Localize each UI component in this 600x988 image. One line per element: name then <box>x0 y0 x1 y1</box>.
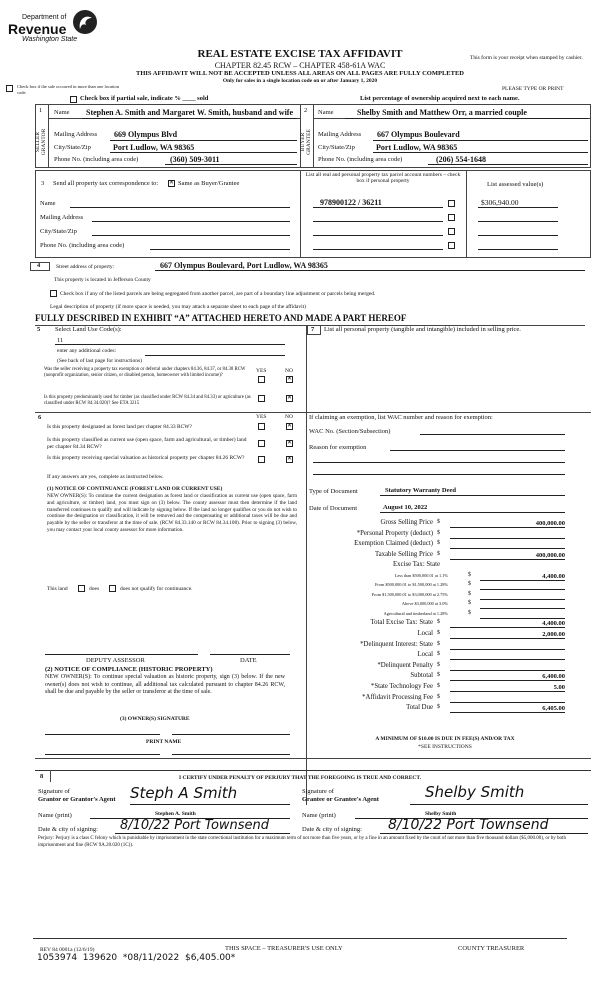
tax-bracket-label: Agricultural and timberland at 1.28% <box>383 610 448 616</box>
s6q2-no-checkbox[interactable] <box>286 440 293 447</box>
grantor-signature-label-1: Signature of <box>38 788 70 795</box>
q2-no-checkbox[interactable] <box>286 395 293 402</box>
currency-sign: $ <box>437 519 440 525</box>
tax-bracket-label: From $1,500,000.01 to $3,000,000 at 2.75% <box>371 591 448 597</box>
tax-total-row-field[interactable] <box>450 651 565 660</box>
form-number: REV 84 0001a (12/6/19) <box>40 947 95 953</box>
this-land-label: This land <box>47 586 68 592</box>
seller-side-label: SELLER GRANTOR <box>35 128 47 156</box>
currency-sign: $ <box>437 630 440 636</box>
reason-field[interactable] <box>390 450 565 451</box>
ownership-note: List percentage of ownership acquired next to each name. <box>360 95 520 102</box>
correspondence-label: Send all property tax correspondence to: <box>53 180 159 187</box>
seller-phone-label: Phone No. (including area code) <box>54 156 139 163</box>
tax-bracket-field[interactable]: 4,400.00 <box>480 572 565 581</box>
buyer-phone-label: Phone No. (including area code) <box>318 156 403 163</box>
tax-total-row-field[interactable] <box>450 662 565 671</box>
type-print-note: PLEASE TYPE OR PRINT <box>502 86 564 92</box>
does-label: does <box>89 586 100 592</box>
treasurer-receipt-stamp: 1053974 139620 *08/11/2022 $6,405.00* <box>37 953 236 963</box>
same-as-buyer-checkbox[interactable] <box>168 180 175 187</box>
tax-bracket-label: Above $3,000,000 at 3.0% <box>401 601 448 607</box>
section-7-number: 7 <box>311 326 315 333</box>
s6q3-no-checkbox[interactable] <box>286 456 293 463</box>
buyer-mail-field[interactable]: 667 Olympus Boulevard <box>377 130 460 139</box>
excise-state-label: Excise Tax: State <box>393 561 440 569</box>
multi-location-checkbox[interactable] <box>6 85 13 92</box>
form-title: REAL ESTATE EXCISE TAX AFFIDAVIT <box>197 48 403 60</box>
multi-location-label: Check box if the sale occurred in more than one location code. <box>17 84 119 95</box>
tax-total-row-field[interactable] <box>450 694 565 703</box>
notice-continuance-title: (1) NOTICE OF CONTINUANCE (FOREST LAND OR CURRENT USE) <box>47 486 223 492</box>
segregate-checkbox[interactable] <box>50 290 57 297</box>
assessed-value-field[interactable]: $306,940.00 <box>481 198 519 207</box>
corr-phone-field[interactable] <box>150 249 290 250</box>
buyer-name-label: Name <box>318 109 334 116</box>
dor-logo-icon <box>72 9 98 35</box>
street-address-field[interactable]: 667 Olympus Boulevard, Port Ludlow, WA 98365 <box>160 261 328 270</box>
forest-question: Is this property designated as forest land per chapter 84.33 RCW? <box>47 424 192 430</box>
grantor-date-city-label: Date & city of signing: <box>38 826 98 833</box>
partial-sale-label: Check box if partial sale, indicate % ____ sold <box>80 95 209 102</box>
tax-total-row-field[interactable]: 2,000.00 <box>450 630 565 639</box>
s6q1-yes-checkbox[interactable] <box>258 423 265 430</box>
currency-sign: $ <box>437 550 440 557</box>
does-qualify-checkbox[interactable] <box>78 585 85 592</box>
currency-sign: $ <box>468 600 471 607</box>
corr-mail-label: Mailing Address <box>40 214 84 221</box>
tax-total-row-label: Local <box>417 630 433 637</box>
doc-type-field[interactable]: Statutory Warranty Deed <box>385 487 457 494</box>
grantor-signature-label-2: Grantor or Grantor's Agent <box>38 796 116 803</box>
additional-codes-field[interactable] <box>145 355 285 356</box>
exemption-question: Was the seller receiving a property tax exemption or deferral under chapters 84.36, 84.37, or 84.38 RCW (nonprofit organization, senior citizen, or disabled person, homeowner with limited income)? <box>44 367 246 378</box>
personal-property-checkbox-4[interactable] <box>448 242 455 249</box>
does-not-qualify-checkbox[interactable] <box>109 585 116 592</box>
tax-bracket-field[interactable] <box>480 610 565 619</box>
personal-property-checkbox-3[interactable] <box>448 228 455 235</box>
tax-bracket-field[interactable] <box>480 591 565 600</box>
receipt-note: This form is your receipt when stamped by cashier. <box>470 55 583 61</box>
logo-dept: Department of <box>22 14 67 21</box>
grantor-signature-field[interactable]: Steph A Smith <box>130 784 238 802</box>
tax-total-row-label: Total Excise Tax: State <box>370 619 433 627</box>
no-header-6: NO <box>285 414 293 420</box>
grantee-signature-field[interactable]: Shelby Smith <box>425 783 525 801</box>
county-note: This property is located in Jefferson County <box>54 277 151 283</box>
parcel-heading: List all real and personal property tax parcel account numbers – check box if personal property <box>305 172 461 184</box>
certify-statement: I CERTIFY UNDER PENALTY OF PERJURY THAT THE FOREGOING IS TRUE AND CORRECT. <box>178 775 421 781</box>
grantor-name-print-label: Name (print) <box>38 812 72 819</box>
deputy-date-field[interactable] <box>210 654 290 655</box>
logo-state: Washington State <box>22 36 78 43</box>
tax-row-field[interactable]: 400,000.00 <box>450 519 565 528</box>
assessed-heading: List assessed value(s) <box>487 181 544 188</box>
currency-sign: $ <box>437 704 440 711</box>
tax-total-row-label: *Delinquent Interest: State <box>360 640 433 648</box>
owner-signature-field-1[interactable] <box>45 734 160 735</box>
tax-total-row-label: *State Technology Fee <box>370 683 433 690</box>
section-8-number: 8 <box>40 773 44 780</box>
if-yes-note: If any answers are yes, complete as instructed below. <box>47 474 164 480</box>
tax-row-label: *Personal Property (deduct) <box>356 529 433 537</box>
tax-bracket-field[interactable] <box>480 600 565 609</box>
currency-sign: $ <box>468 581 471 588</box>
tax-total-row-field[interactable] <box>450 641 565 650</box>
s6q2-yes-checkbox[interactable] <box>258 440 265 447</box>
tax-bracket-label: From $500,000.01 to $1,500,000 at 1.28% <box>374 582 448 588</box>
legal-description-label: Legal description of property (if more space is needed, you may attach a separate sheet to each page of the affidavit) <box>50 304 306 310</box>
corr-name-label: Name <box>40 200 56 207</box>
section-1-number: 1 <box>39 107 43 114</box>
grantee-signature-label-1: Signature of <box>302 788 334 795</box>
partial-sale-checkbox[interactable] <box>70 96 77 103</box>
seller-name-field[interactable]: Stephen A. Smith and Margaret W. Smith, husband and wife <box>86 108 294 117</box>
section-5-number: 5 <box>37 326 41 333</box>
section-4-number: 4 <box>37 262 41 269</box>
deputy-assessor-field[interactable] <box>45 654 198 655</box>
wac-field[interactable] <box>420 434 565 435</box>
reason-label: Reason for exemption <box>309 444 367 451</box>
grantor-date-city-field[interactable]: 8/10/22 Port Townsend <box>120 818 270 833</box>
seller-name-label: Name <box>54 109 70 116</box>
q1-yes-checkbox[interactable] <box>258 376 265 383</box>
q1-no-checkbox[interactable] <box>286 376 293 383</box>
seller-mail-label: Mailing Address <box>54 131 98 138</box>
land-use-code-field[interactable]: 11 <box>57 337 64 344</box>
minimum-note: A MINIMUM OF $10.00 IS DUE IN FEE(S) AND/OR TAX <box>375 736 515 742</box>
print-name-field-1[interactable] <box>45 754 160 755</box>
currency-sign: $ <box>437 540 440 547</box>
tax-total-row-label: *Delinquent Penalty <box>377 661 433 669</box>
same-as-buyer-label: Same as Buyer/Grantee <box>178 180 240 187</box>
county-treasurer-label: COUNTY TREASURER <box>458 945 525 952</box>
owner-signature-label: (3) OWNER(S) SIGNATURE <box>120 716 190 722</box>
tax-total-row-field[interactable]: 6,405.00 <box>450 704 565 713</box>
tax-total-row-label: Local <box>417 651 433 659</box>
tax-total-row-field[interactable]: 6,400.00 <box>450 672 565 681</box>
parcel-number-field[interactable]: 978900122 / 36211 <box>320 198 382 207</box>
buyer-side-label: BUYER GRANTEE <box>300 129 312 155</box>
form-chapter: CHAPTER 82.45 RCW – CHAPTER 458-61A WAC <box>214 61 386 70</box>
s6q3-yes-checkbox[interactable] <box>258 456 265 463</box>
currency-sign: $ <box>468 590 471 597</box>
corr-mail-field[interactable] <box>92 221 290 222</box>
currency-sign: $ <box>437 661 440 668</box>
grantee-name-print-field[interactable]: Shelby Smith <box>425 811 457 817</box>
section-6-number: 6 <box>38 414 42 421</box>
doc-date-label: Date of Document <box>309 505 358 512</box>
seller-city-field[interactable]: Port Ludlow, WA 98365 <box>113 143 195 152</box>
section-2-number: 2 <box>304 107 308 114</box>
tax-total-row-label: Total Due <box>406 704 433 712</box>
seller-city-label: City/State/Zip <box>54 144 91 151</box>
currency-sign: $ <box>468 571 471 578</box>
personal-property-checkbox-1[interactable] <box>448 200 455 207</box>
notice-compliance-title: (2) NOTICE OF COMPLIANCE (HISTORIC PROPERTY) <box>45 666 213 673</box>
seller-phone-field[interactable]: (360) 509-3011 <box>170 155 220 164</box>
notice-continuance-body: NEW OWNER(S): To continue the current designation as forest land or classification as current use (open space, farm and agriculture, or timber) land, you must sign on (3) below. The county assessor must then determine if the land transferred continues to qualify and will indicate by signing below. If the land no longer qualifies or you do not wish to continue the designation or classification, it will be removed and the compensating or additional taxes will be due and payable by the seller or transferor at the time of sale. (RCW 84.33.140 or RCW 84.34.108). Prior to signing (3) below, you may contact your local county assessor for more information. <box>47 493 297 533</box>
tax-row-label: Exemption Claimed (deduct) <box>354 540 433 548</box>
wac-label: WAC No. (Section/Subsection) <box>309 428 391 435</box>
legal-description-value[interactable]: FULLY DESCRIBED IN EXHIBIT “A” ATTACHED HERETO AND MADE A PART HEREOF <box>35 313 407 323</box>
street-address-label: Street address of property: <box>56 264 115 270</box>
form-only-for: Only for sales in a single location code on or after January 1, 2020 <box>222 78 378 84</box>
seller-mail-field[interactable]: 669 Olympus Blvd <box>114 130 178 139</box>
does-not-label: does not qualify for continuance. <box>120 586 193 592</box>
yes-header: YES <box>256 368 267 374</box>
currency-sign: $ <box>468 609 471 616</box>
perjury-notice: Perjury: Perjury is a class C felony which is punishable by imprisonment in the state correctional institution for a maximum term of not more than five years, or by a fine in an amount fixed by the court of not more than five thousand dollars ($5,000.00), or by both imprisonment and fine (RCW 9A.20.020 (1C)). <box>38 836 566 848</box>
corr-city-label: City/State/Zip <box>40 228 77 235</box>
currency-sign: $ <box>437 651 440 658</box>
currency-sign: $ <box>437 672 440 679</box>
tax-total-row-label: *Affidavit Processing Fee <box>362 693 433 701</box>
tax-total-row-label: Subtotal <box>410 672 433 680</box>
tax-row-label: Gross Selling Price <box>380 519 433 526</box>
tax-total-row-field[interactable]: 4,400.00 <box>450 619 565 628</box>
notice-compliance-body: NEW OWNER(S): To continue special valuation as historic property, sign (3) below. If the new owner(s) does not wish to continue, all additional tax calculated pursuant to chapter 84.26 RCW, shall be due and payable by the seller or transferor at the time of sale. <box>45 674 285 695</box>
personal-property-label: List all personal property (tangible and intangible) included in selling price. <box>324 326 521 333</box>
buyer-mail-label: Mailing Address <box>318 131 362 138</box>
currency-sign: $ <box>437 529 440 536</box>
segregate-label: Check box if any of the listed parcels are being segregated from another parcel, are part of a boundary line adjustment or parcels being merged. <box>60 291 376 297</box>
additional-codes-label: enter any additional codes: <box>57 348 117 354</box>
print-name-field-2[interactable] <box>172 754 290 755</box>
corr-city-field[interactable] <box>92 235 290 236</box>
tax-row-field[interactable]: 400,000.00 <box>450 551 565 560</box>
currency-sign: $ <box>437 693 440 700</box>
historic-question: Is this property receiving special valuation as historical property per chapter 84.26 RCW? <box>47 455 245 461</box>
doc-type-label: Type of Document <box>309 488 358 495</box>
currency-sign: $ <box>437 683 440 689</box>
land-use-label: Select Land Use Code(s): <box>55 326 122 333</box>
buyer-name-field[interactable]: Shelby Smith and Matthew Orr, a married couple <box>357 108 527 117</box>
deputy-date-label: DATE <box>240 657 257 664</box>
tax-bracket-field[interactable] <box>480 581 565 590</box>
tax-bracket-label: Less than $500,000.01 at 1.1% <box>394 572 448 578</box>
q2-yes-checkbox[interactable] <box>258 395 265 402</box>
timber-question: Is this property predominantly used for timber (as classified under RCW 84.34 and 84.33) or agriculture (as classified under RCW 84.34.020)? See ETA 3215 <box>44 395 251 406</box>
grantee-name-print-label: Name (print) <box>302 812 336 819</box>
currency-sign: $ <box>437 619 440 626</box>
tax-total-row-field[interactable]: 5.00 <box>450 683 565 692</box>
see-instructions-note: *SEE INSTRUCTIONS <box>418 744 472 750</box>
treasurer-use-label: THIS SPACE – TREASURER'S USE ONLY <box>225 945 343 952</box>
personal-property-checkbox-2[interactable] <box>448 214 455 221</box>
buyer-phone-field[interactable]: (206) 554-1648 <box>436 155 486 164</box>
buyer-city-label: City/State/Zip <box>318 144 355 151</box>
doc-date-field[interactable]: August 10, 2022 <box>383 504 428 511</box>
tax-row-field[interactable] <box>450 540 565 549</box>
corr-phone-label: Phone No. (including area code) <box>40 242 125 249</box>
corr-name-field[interactable] <box>70 207 290 208</box>
grantee-signature-label-2: Grantee or Grantee's Agent <box>302 796 379 803</box>
deputy-assessor-label: DEPUTY ASSESSOR <box>86 657 145 664</box>
see-back-note: (See back of last page for instructions) <box>57 358 142 364</box>
current-use-question: Is this property classified as current use (open space, farm and agricultural, or timber) land per chapter 84.34 RCW? <box>47 437 247 450</box>
logo-revenue: Revenue <box>8 21 67 37</box>
section-3-number: 3 <box>41 180 45 187</box>
owner-signature-field-2[interactable] <box>172 734 290 735</box>
grantee-date-city-label: Date & city of signing: <box>302 826 362 833</box>
yes-header-6: YES <box>256 414 267 420</box>
exemption-label: If claiming an exemption, list WAC number and reason for exemption: <box>309 414 493 421</box>
buyer-city-field[interactable]: Port Ludlow, WA 98365 <box>376 143 458 152</box>
tax-row-label: Taxable Selling Price <box>374 550 433 558</box>
print-name-label: PRINT NAME <box>146 739 182 745</box>
form-warning: THIS AFFIDAVIT WILL NOT BE ACCEPTED UNLESS ALL AREAS ON ALL PAGES ARE FULLY COMPLETED <box>136 70 464 77</box>
tax-row-field[interactable] <box>450 530 565 539</box>
grantee-date-city-field[interactable]: 8/10/22 Port Townsend <box>388 817 549 833</box>
no-header: NO <box>285 368 293 374</box>
grantor-name-print-field[interactable]: Stephen A. Smith <box>155 811 196 817</box>
s6q1-no-checkbox[interactable] <box>286 423 293 430</box>
currency-sign: $ <box>437 640 440 647</box>
